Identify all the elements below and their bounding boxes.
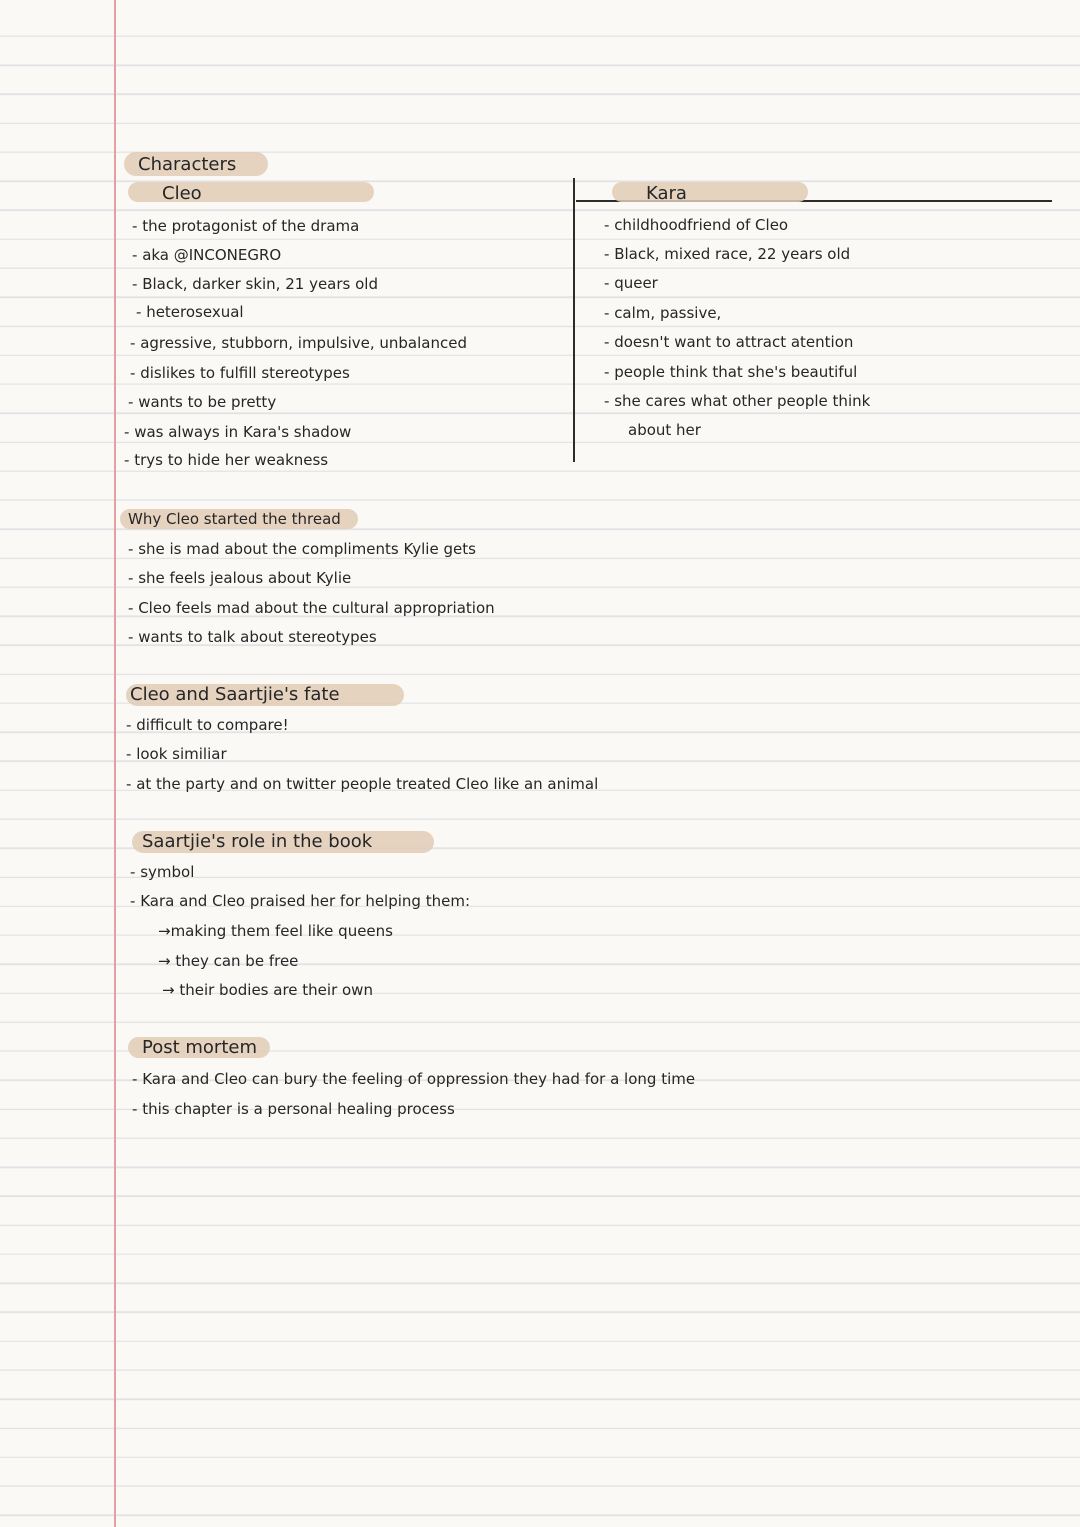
list-item: - symbol	[130, 863, 195, 881]
kara-highlight	[612, 182, 808, 202]
list-item: - calm, passive,	[604, 304, 722, 322]
cleo-name: Cleo	[162, 183, 202, 204]
fate-heading: Cleo and Saartjie's fate	[130, 684, 340, 705]
list-item: - the protagonist of the drama	[132, 217, 360, 235]
list-item: - wants to be pretty	[128, 393, 277, 411]
list-subitem: → their bodies are their own	[162, 981, 373, 999]
list-item: - at the party and on twitter people treated Cleo like an animal	[126, 775, 599, 793]
list-item: - wants to talk about stereotypes	[128, 628, 377, 646]
list-item: - dislikes to fulfill stereotypes	[130, 364, 350, 382]
list-subitem: → they can be free	[158, 952, 299, 970]
characters-heading: Characters	[138, 154, 237, 175]
list-item: - this chapter is a personal healing process	[132, 1100, 455, 1118]
list-item: - she feels jealous about Kylie	[128, 569, 352, 587]
list-subitem: →making them feel like queens	[158, 922, 393, 940]
list-item: - agressive, stubborn, impulsive, unbalanced	[130, 334, 467, 352]
list-item: - Black, darker skin, 21 years old	[132, 275, 378, 293]
list-item: - aka @INCONEGRO	[132, 246, 282, 264]
list-item: - she is mad about the compliments Kylie gets	[128, 540, 476, 558]
role-heading: Saartjie's role in the book	[142, 831, 373, 852]
list-item: - Kara and Cleo can bury the feeling of oppression they had for a long time	[132, 1070, 696, 1088]
list-item: - heterosexual	[136, 303, 244, 321]
list-item: - look similiar	[126, 745, 227, 763]
why-thread-heading: Why Cleo started the thread	[128, 510, 341, 528]
kara-continuation: about her	[628, 421, 701, 439]
list-item: - Kara and Cleo praised her for helping them:	[130, 892, 470, 910]
list-item: - doesn't want to attract atention	[604, 333, 854, 351]
list-item: - trys to hide her weakness	[124, 451, 329, 469]
list-item: - childhoodfriend of Cleo	[604, 216, 789, 234]
kara-name: Kara	[646, 183, 687, 204]
margin-line	[114, 0, 116, 1527]
list-item: - people think that she's beautiful	[604, 363, 858, 381]
column-divider	[573, 178, 575, 462]
list-item: - was always in Kara's shadow	[124, 423, 352, 441]
post-mortem-heading: Post mortem	[142, 1037, 257, 1058]
list-item: - Black, mixed race, 22 years old	[604, 245, 851, 263]
list-item: - difficult to compare!	[126, 716, 289, 734]
list-item: - queer	[604, 274, 658, 292]
list-item: - she cares what other people think	[604, 392, 871, 410]
list-item: - Cleo feels mad about the cultural appropriation	[128, 599, 495, 617]
